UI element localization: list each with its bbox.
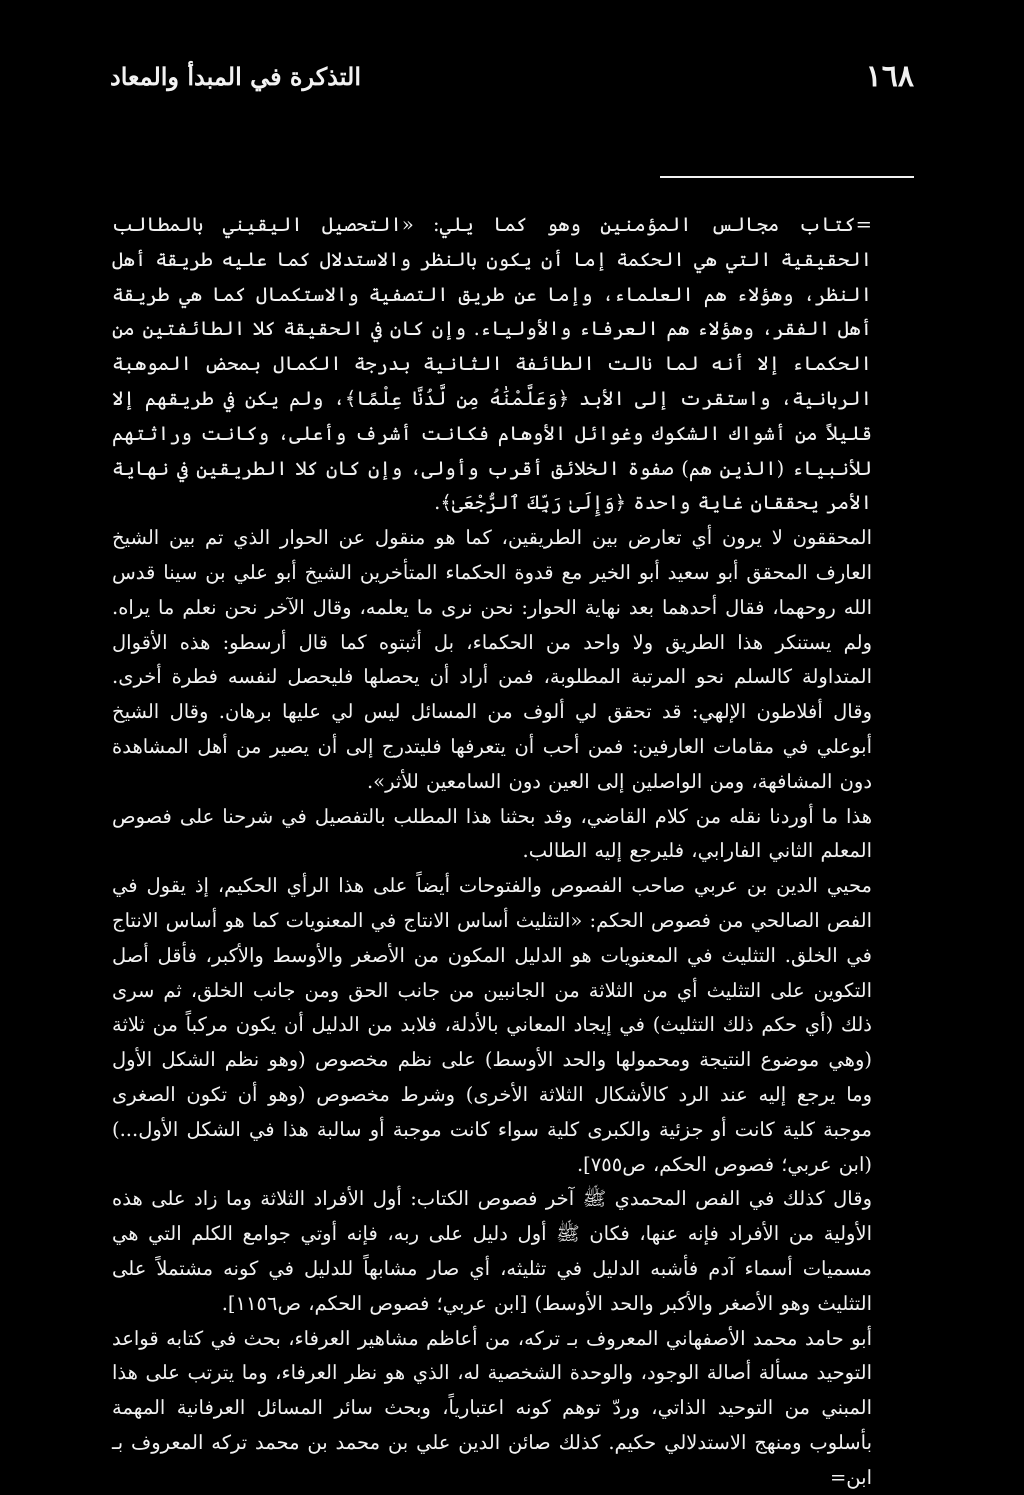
paragraph-3: هذا ما أوردنا نقله من كلام القاضي، وقد بحثنا هذا المطلب بالتفصيل في شرحنا على فصوص المعلم الثاني الفارابي، فليرجع إليه الطالب.	[112, 800, 872, 870]
footnote-separator-line	[660, 176, 914, 178]
paragraph-4: محيي الدين بن عربي صاحب الفصوص والفتوحات أيضاً على هذا الرأي الحكيم، إذ يقول في الفص الصالحي من فصوص الحكم: «التثليث أساس الانتاج في المعنويات كما هو أساس الانتاج في الخلق. التثليث في المعنويات هو الدليل المكون من الأصغر والأوسط والأكبر، فأقل أصل التكوين على التثليث أي من الثلاثة من الجانبين من جانب الحق ومن جانب الخلق، ثم سرى ذلك (أي حكم ذلك التثليث) في إيجاد المعاني بالأدلة، فلابد من الدليل أن يكون مركباً من ثلاثة (وهي موضوع النتيجة ومحمولها والحد الأوسط) على نظم مخصوص (وهو نظم الشكل الأول وما يرجع إليه عند الرد كالأشكال الثلاثة الأخرى) وشرط مخصوص (وهو أن تكون الصغرى موجبة كلية كانت أو جزئية والكبرى كلية سواء كانت موجبة أو سالبة هذا في الشكل الأول...) (ابن عربي؛ فصوص الحكم، ص٧٥٥].	[112, 869, 872, 1182]
page-header	[110, 56, 914, 96]
paragraph-5: وقال كذلك في الفص المحمدي ﷺ آخر فصوص الكتاب: أول الأفراد الثلاثة وما زاد على هذه الأولية من الأفراد فإنه عنها، فكان ﷺ أول دليل على ربه، فإنه أوتي جوامع الكلم التي هي مسميات أسماء آدم فأشبه الدليل في تثليثه، أي صار مشابهاً للدليل في كونه مشتملاً على التثليث وهو الأصغر والأكبر والحد الأوسط) [ابن عربي؛ فصوص الحكم، ص١١٥٦].	[112, 1182, 872, 1321]
page-number: ١٦٨	[866, 59, 914, 94]
page-body	[112, 208, 872, 1433]
paragraph-1: =كتاب مجالس المؤمنين وهو كما يلي: «التحصيل اليقيني بالمطالب الحقيقية التي هي الحكمة إما أن يكون بالنظر والاستدلال كما عليه طريقة أهل النظر، وهؤلاء هم العلماء، وإما عن طريق التصفية والاستكمال كما هي طريقة أهل الفقر، وهؤلاء هم العرفاء والأولياء. وإن كان في الحقيقة كلا الطائفتين من الحكماء إلا أنه لما نالت الطائفة الثانية بدرجة الكمال بمحض الموهبة الربانية، واستقرت إلى الأبد ﴿وَعَلَّمْنَٰهُ مِن لَّدُنَّا عِلْمًا﴾، ولم يكن في طريقهم إلا قليلاً من أشواك الشكوك وغوائل الأوهام فكانت أشرف وأعلى، وكانت وراثتهم للأنبياء (الذين هم) صفوة الخلائق أقرب وأولى، وإن كان كلا الطريقين في نهاية الأمر يحققان غاية واحدة ﴿وَإِلَىٰ رَبِّكَ ٱلرُّجْعَىٰ﴾.	[112, 208, 872, 521]
running-title: التذكرة في المبدأ والمعاد	[110, 62, 361, 91]
paragraph-2: المحققون لا يرون أي تعارض بين الطريقين، كما هو منقول عن الحوار الذي تم بين الشيخ العارف المحقق أبو سعيد أبو الخير مع قدوة الحكماء المتأخرين الشيخ أبو علي بن سينا قدس الله روحهما، فقال أحدهما بعد نهاية الحوار: نحن نرى ما يعلمه، وقال الآخر نحن نعلم ما يراه. ولم يستنكر هذا الطريق ولا واحد من الحكماء، بل أثبتوه كما قال أرسطو: هذه الأقوال المتداولة كالسلم نحو المرتبة المطلوبة، فمن أراد أن يحصلها فليحصل لنفسه فطرة أخرى. وقال أفلاطون الإلهي: قد تحقق لي ألوف من المسائل ليس لي عليها برهان. وقال الشيخ أبوعلي في مقامات العارفين: فمن أحب أن يتعرفها فليتدرج إلى أن يصير من أهل المشاهدة دون المشافهة، ومن الواصلين إلى العين دون السامعين للأثر».	[112, 521, 872, 799]
paragraph-6: أبو حامد محمد الأصفهاني المعروف بـ تركه، من أعاظم مشاهير العرفاء، بحث في كتابه قواعد التوحيد مسألة أصالة الوجود، والوحدة الشخصية له، الذي هو نظر العرفاء، وما يترتب على هذا المبني من التوحيد الذاتي، وردّ توهم كونه اعتبارياً، وبحث سائر المسائل العرفانية المهمة بأسلوب ومنهج الاستدلالي حكيم. كذلك صائن الدين علي بن محمد بن محمد تركه المعروف بـ ابن=	[112, 1322, 872, 1495]
